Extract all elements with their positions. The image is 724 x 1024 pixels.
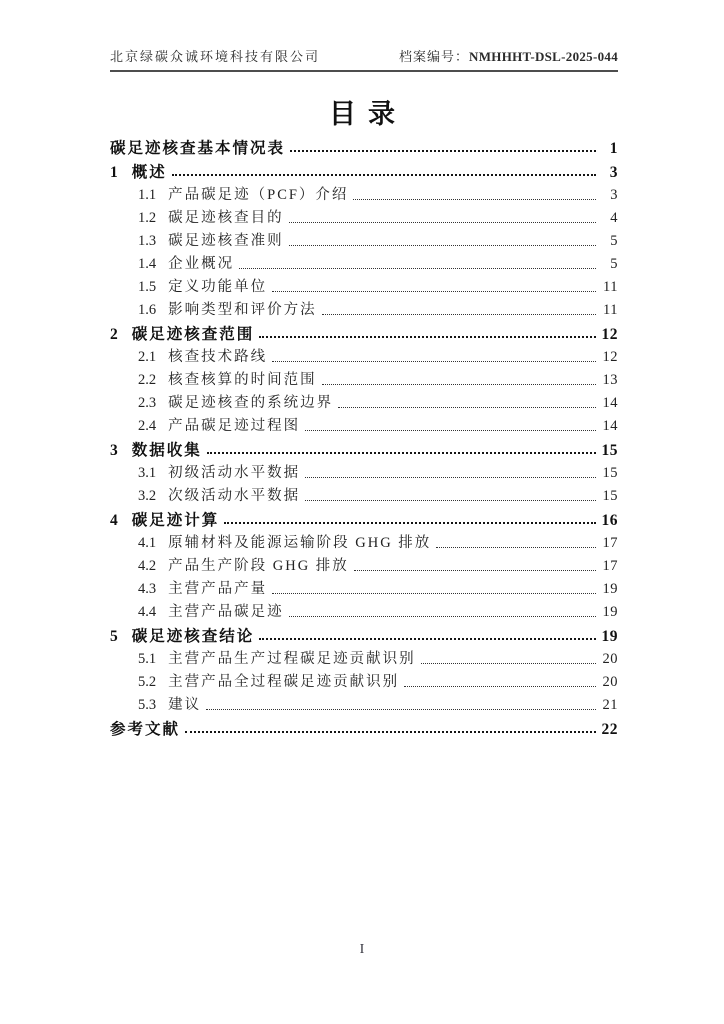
toc-entry[interactable] bbox=[110, 368, 618, 391]
toc-entry[interactable] bbox=[110, 135, 618, 159]
toc-entry-page: 1 bbox=[609, 140, 618, 157]
toc-entry-number: 3.1 bbox=[138, 465, 157, 481]
toc-entry[interactable] bbox=[110, 345, 618, 368]
toc-leader-dots bbox=[289, 245, 596, 246]
toc-entry[interactable] bbox=[110, 647, 618, 670]
toc-entry[interactable] bbox=[110, 531, 618, 554]
toc-entry-title: 原辅材料及能源运输阶段 GHG 排放 bbox=[168, 535, 432, 551]
toc-entry-number: 4.3 bbox=[138, 581, 157, 597]
toc-entry-number: 4.2 bbox=[138, 558, 157, 574]
toc-entry-number: 1.1 bbox=[138, 187, 157, 203]
toc-entry-title: 初级活动水平数据 bbox=[168, 465, 301, 481]
toc-leader-dots bbox=[404, 686, 596, 687]
toc-page-title: 目录 bbox=[329, 99, 407, 129]
toc-leader-dots bbox=[289, 616, 596, 617]
toc-entry-number: 5.1 bbox=[138, 651, 157, 667]
toc-entry-number: 4.1 bbox=[138, 535, 157, 551]
table-of-contents bbox=[110, 135, 618, 740]
toc-entry-title: 碳足迹核查的系统边界 bbox=[168, 395, 334, 411]
toc-entry-number: 4.4 bbox=[138, 604, 157, 620]
toc-entry-title: 数据收集 bbox=[131, 442, 202, 459]
toc-entry-number: 1.5 bbox=[138, 279, 157, 295]
toc-entry-number: 1 bbox=[110, 164, 118, 181]
toc-entry-number: 2.3 bbox=[138, 395, 157, 411]
toc-entry-page: 21 bbox=[602, 697, 618, 713]
toc-entry-title: 主营产品全过程碳足迹贡献识别 bbox=[168, 674, 400, 690]
toc-leader-dots bbox=[272, 361, 596, 362]
toc-entry[interactable] bbox=[110, 229, 618, 252]
toc-leader-dots bbox=[206, 709, 596, 710]
toc-entry-page: 4 bbox=[610, 210, 618, 226]
toc-entry-title: 建议 bbox=[168, 697, 202, 713]
toc-entry-page: 14 bbox=[602, 395, 618, 411]
toc-leader-dots bbox=[305, 477, 596, 478]
toc-leader-dots bbox=[353, 199, 596, 200]
archive-number-value: NMHHHT-DSL-2025-044 bbox=[469, 49, 618, 64]
toc-leader-dots bbox=[305, 500, 596, 501]
toc-entry[interactable] bbox=[110, 600, 618, 623]
toc-entry-number: 5.3 bbox=[138, 697, 157, 713]
toc-leader-dots bbox=[290, 150, 596, 152]
toc-entry-page: 15 bbox=[602, 465, 618, 481]
toc-leader-dots bbox=[272, 593, 596, 594]
toc-entry[interactable] bbox=[110, 577, 618, 600]
toc-entry-title: 次级活动水平数据 bbox=[168, 488, 301, 504]
toc-entry-page: 15 bbox=[601, 442, 618, 459]
toc-entry-page: 20 bbox=[602, 674, 618, 690]
toc-entry-title: 核查技术路线 bbox=[168, 349, 268, 365]
toc-entry-title: 产品碳足迹过程图 bbox=[168, 418, 301, 434]
toc-entry-number: 2.2 bbox=[138, 372, 157, 388]
toc-entry[interactable] bbox=[110, 298, 618, 321]
toc-entry-page: 17 bbox=[602, 558, 618, 574]
archive-number-field bbox=[399, 46, 618, 65]
archive-number-label: 档案编号： bbox=[399, 49, 470, 64]
toc-entry-title: 碳足迹核查范围 bbox=[131, 326, 255, 343]
toc-entry[interactable] bbox=[110, 321, 618, 345]
page-header bbox=[110, 46, 618, 72]
toc-entry-title: 核查核算的时间范围 bbox=[168, 372, 317, 388]
toc-entry-page: 11 bbox=[603, 302, 618, 318]
toc-entry[interactable] bbox=[110, 437, 618, 461]
toc-entry-title: 碳足迹核查目的 bbox=[168, 210, 284, 226]
toc-entry-number: 3 bbox=[110, 442, 118, 459]
toc-entry-title: 碳足迹计算 bbox=[131, 512, 220, 529]
toc-entry-number: 1.4 bbox=[138, 256, 157, 272]
toc-leader-dots bbox=[272, 291, 596, 292]
toc-entry-title: 影响类型和评价方法 bbox=[168, 302, 317, 318]
toc-leader-dots bbox=[354, 570, 596, 571]
toc-entry[interactable] bbox=[110, 206, 618, 229]
toc-entry[interactable] bbox=[110, 252, 618, 275]
toc-leader-dots bbox=[436, 547, 596, 548]
toc-entry-title: 参考文献 bbox=[110, 721, 181, 738]
toc-leader-dots bbox=[259, 336, 596, 338]
toc-leader-dots bbox=[289, 222, 596, 223]
toc-entry-title: 定义功能单位 bbox=[168, 279, 268, 295]
toc-entry-page: 22 bbox=[601, 721, 618, 738]
toc-entry-page: 5 bbox=[610, 256, 618, 272]
toc-leader-dots bbox=[322, 384, 596, 385]
toc-entry[interactable] bbox=[110, 484, 618, 507]
toc-entry-page: 13 bbox=[602, 372, 618, 388]
toc-leader-dots bbox=[239, 268, 596, 269]
toc-entry-number: 2 bbox=[110, 326, 118, 343]
toc-entry-page: 17 bbox=[602, 535, 618, 551]
toc-leader-dots bbox=[172, 174, 596, 176]
toc-entry[interactable] bbox=[110, 693, 618, 716]
toc-entry-number: 1.6 bbox=[138, 302, 157, 318]
toc-entry-title: 产品生产阶段 GHG 排放 bbox=[168, 558, 349, 574]
toc-entry-number: 1.2 bbox=[138, 210, 157, 226]
toc-entry[interactable] bbox=[110, 554, 618, 577]
toc-leader-dots bbox=[207, 452, 596, 454]
toc-entry[interactable] bbox=[110, 507, 618, 531]
toc-entry-title: 碳足迹核查结论 bbox=[131, 628, 255, 645]
toc-entry-title: 碳足迹核查基本情况表 bbox=[110, 140, 286, 157]
toc-entry-page: 12 bbox=[601, 326, 618, 343]
toc-entry-page: 11 bbox=[603, 279, 618, 295]
toc-entry-title: 企业概况 bbox=[168, 256, 235, 272]
toc-entry-page: 3 bbox=[610, 187, 618, 203]
toc-entry[interactable] bbox=[110, 159, 618, 183]
toc-entry-number: 1.3 bbox=[138, 233, 157, 249]
toc-entry[interactable] bbox=[110, 183, 618, 206]
toc-entry-number: 3.2 bbox=[138, 488, 157, 504]
toc-entry-title: 产品碳足迹（PCF）介绍 bbox=[168, 187, 349, 203]
toc-entry[interactable] bbox=[110, 461, 618, 484]
toc-entry-page: 19 bbox=[602, 581, 618, 597]
toc-entry-page: 19 bbox=[601, 628, 618, 645]
toc-entry-title: 主营产品碳足迹 bbox=[168, 604, 284, 620]
toc-entry-page: 16 bbox=[601, 512, 618, 529]
toc-entry-number: 2.1 bbox=[138, 349, 157, 365]
toc-entry[interactable] bbox=[110, 716, 618, 740]
toc-entry-page: 5 bbox=[610, 233, 618, 249]
toc-entry[interactable] bbox=[110, 275, 618, 298]
toc-entry-page: 15 bbox=[602, 488, 618, 504]
toc-entry-title: 碳足迹核查准则 bbox=[168, 233, 284, 249]
toc-entry-number: 2.4 bbox=[138, 418, 157, 434]
toc-entry-page: 19 bbox=[602, 604, 618, 620]
toc-entry[interactable] bbox=[110, 623, 618, 647]
toc-entry-title: 概述 bbox=[131, 164, 167, 181]
toc-entry-number: 5 bbox=[110, 628, 118, 645]
toc-entry-page: 14 bbox=[602, 418, 618, 434]
toc-leader-dots bbox=[305, 430, 596, 431]
toc-leader-dots bbox=[421, 663, 596, 664]
toc-leader-dots bbox=[185, 731, 596, 733]
company-name: 北京绿碳众诚环境科技有限公司 bbox=[110, 49, 321, 64]
toc-entry-number: 4 bbox=[110, 512, 118, 529]
toc-entry[interactable] bbox=[110, 670, 618, 693]
toc-entry-number: 5.2 bbox=[138, 674, 157, 690]
toc-entry-page: 12 bbox=[602, 349, 618, 365]
toc-entry[interactable] bbox=[110, 414, 618, 437]
toc-entry-title: 主营产品生产过程碳足迹贡献识别 bbox=[168, 651, 416, 667]
toc-leader-dots bbox=[338, 407, 596, 408]
toc-leader-dots bbox=[224, 522, 596, 524]
toc-leader-dots bbox=[322, 314, 596, 315]
toc-entry-page: 20 bbox=[602, 651, 618, 667]
toc-leader-dots bbox=[259, 638, 596, 640]
toc-entry[interactable] bbox=[110, 391, 618, 414]
toc-entry-title: 主营产品产量 bbox=[168, 581, 268, 597]
toc-entry-page: 3 bbox=[609, 164, 618, 181]
footer-page-number: I bbox=[359, 942, 365, 957]
